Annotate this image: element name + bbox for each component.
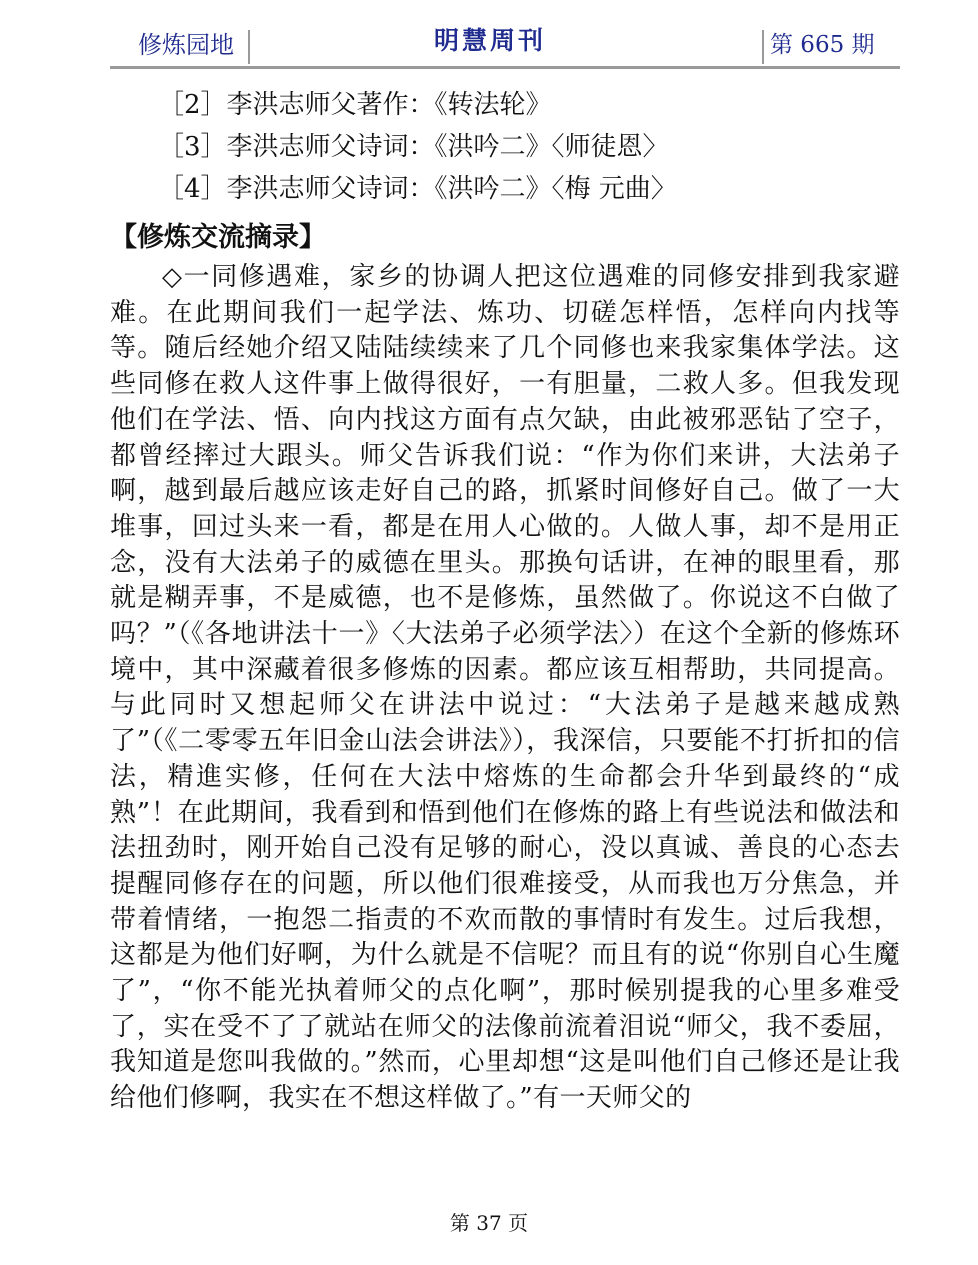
header-divider-left — [248, 30, 250, 64]
page-header — [110, 26, 900, 66]
reference-item: ［3］李洪志师父诗词：《洪吟二》〈师徒恩〉 — [158, 132, 669, 162]
reference-item: ［2］李洪志师父著作：《转法轮》 — [158, 90, 552, 120]
section-title: 【修炼交流摘录】 — [110, 222, 326, 253]
page-content — [110, 84, 900, 1117]
body-paragraph: ◇一同修遇难，家乡的协调人把这位遇难的同修安排到我家避难。在此期间我们一起学法、炼功、切磋怎样悟，怎样向内找等等。随后经她介绍又陆陆续续来了几个同修也来我家集体学法。这些同修在救人这件事上做得很好，一有胆量，二救人多。但我发现他们在学法、悟、向内找这方面有点欠缺，由此被邪恶钻了空子，都曾经摔过大跟头。师父告诉我们说：“作为你们来讲，大法弟子啊，越到最后越应该走好自己的路，抓紧时间修好自己。做了一大堆事，回过头来一看，都是在用人心做的。人做人事，却不是用正念，没有大法弟子的威德在里头。那换句话讲，在神的眼里看，那就是糊弄事，不是威德，也不是修炼，虽然做了。你说这不白做了吗？”（《各地讲法十一》〈大法弟子必须学法〉）在这个全新的修炼环境中，其中深藏着很多修炼的因素。都应该互相帮助，共同提高。与此同时又想起师父在讲法中说过：“大法弟子是越来越成熟了”（《二零零五年旧金山法会讲法》），我深信，只要能不打折扣的信法，精進实修，任何在大法中熔炼的生命都会升华到最终的“成熟”！在此期间，我看到和悟到他们在修炼的路上有些说法和做法和法扭劲时，刚开始自己没有足够的耐心，没以真诚、善良的心态去提醒同修存在的问题，所以他们很难接受，从而我也万分焦急，并带着情绪，一抱怨二指责的不欢而散的事情时有发生。过后我想，这都是为他们好啊，为什么就是不信呢？而且有的说“你别自心生魔了”，“你不能光执着师父的点化啊”，那时候别提我的心里多难受了，实在受不了了就站在师父的法像前流着泪说“师父，我不委屈，我知道是您叫我做的。”然而，心里却想“这是叫他们自己修还是让我给他们修啊，我实在不想这样做了。”有一天师父的 — [110, 262, 900, 1114]
page-number: 第 37 页 — [449, 1211, 529, 1235]
header-issue-number: 第 665 期 — [770, 32, 875, 58]
header-section-name: 修炼园地 — [138, 31, 234, 59]
header-rule — [110, 66, 900, 69]
header-publication-title: 明慧周刊 — [433, 26, 546, 55]
reference-item: ［4］李洪志师父诗词：《洪吟二》〈梅 元曲〉 — [158, 174, 677, 204]
header-divider-right — [762, 30, 764, 64]
